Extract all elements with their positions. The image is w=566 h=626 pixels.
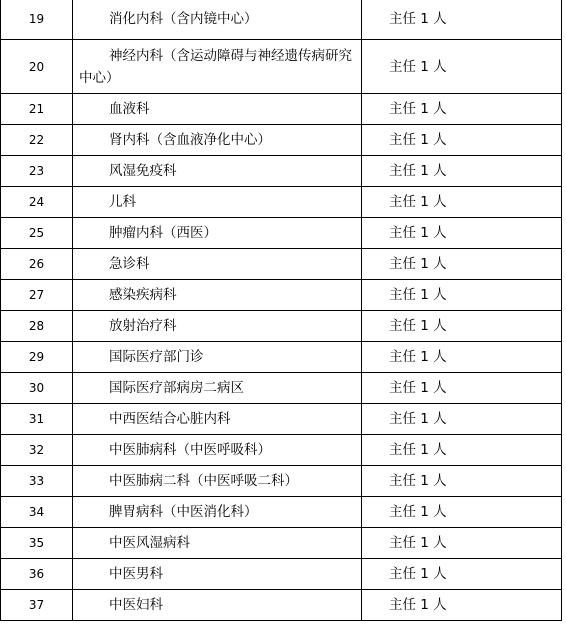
position-count: 主任 1 人 xyxy=(362,218,562,249)
department-name: 感染疾病科 xyxy=(73,280,362,311)
department-name: 风湿免疫科 xyxy=(73,156,362,187)
table-row xyxy=(1,559,562,590)
position-count: 主任 1 人 xyxy=(362,94,562,125)
position-count: 主任 1 人 xyxy=(362,342,562,373)
table-row xyxy=(1,40,562,94)
department-name: 中医肺病二科（中医呼吸二科） xyxy=(73,466,362,497)
department-name: 消化内科（含内镜中心） xyxy=(73,0,362,40)
row-number: 26 xyxy=(1,249,73,280)
position-count: 主任 1 人 xyxy=(362,466,562,497)
position-count: 主任 1 人 xyxy=(362,435,562,466)
table-row xyxy=(1,342,562,373)
table-row xyxy=(1,497,562,528)
department-name: 国际医疗部门诊 xyxy=(73,342,362,373)
table-row xyxy=(1,590,562,621)
department-name: 中医妇科 xyxy=(73,590,362,621)
position-count: 主任 1 人 xyxy=(362,156,562,187)
position-count: 主任 1 人 xyxy=(362,187,562,218)
table-row xyxy=(1,218,562,249)
row-number: 19 xyxy=(1,0,73,40)
position-count: 主任 1 人 xyxy=(362,373,562,404)
row-number: 20 xyxy=(1,40,73,94)
table-row xyxy=(1,373,562,404)
table-row xyxy=(1,466,562,497)
position-count: 主任 1 人 xyxy=(362,404,562,435)
row-number: 34 xyxy=(1,497,73,528)
position-count: 主任 1 人 xyxy=(362,0,562,40)
table-row xyxy=(1,0,562,40)
table-row xyxy=(1,249,562,280)
table-row xyxy=(1,280,562,311)
position-count: 主任 1 人 xyxy=(362,40,562,94)
table-row xyxy=(1,435,562,466)
position-count: 主任 1 人 xyxy=(362,249,562,280)
department-name: 脾胃病科（中医消化科） xyxy=(73,497,362,528)
department-name: 急诊科 xyxy=(73,249,362,280)
row-number: 28 xyxy=(1,311,73,342)
table-row xyxy=(1,94,562,125)
position-count: 主任 1 人 xyxy=(362,528,562,559)
position-count: 主任 1 人 xyxy=(362,311,562,342)
row-number: 33 xyxy=(1,466,73,497)
department-name: 儿科 xyxy=(73,187,362,218)
department-name: 中西医结合心脏内科 xyxy=(73,404,362,435)
row-number: 31 xyxy=(1,404,73,435)
department-name xyxy=(73,40,362,94)
row-number: 37 xyxy=(1,590,73,621)
row-number: 32 xyxy=(1,435,73,466)
row-number: 21 xyxy=(1,94,73,125)
table-row xyxy=(1,156,562,187)
row-number: 27 xyxy=(1,280,73,311)
department-name: 放射治疗科 xyxy=(73,311,362,342)
department-name: 血液科 xyxy=(73,94,362,125)
row-number: 36 xyxy=(1,559,73,590)
table-row xyxy=(1,528,562,559)
department-name: 中医风湿病科 xyxy=(73,528,362,559)
department-name-text: 神经内科（含运动障碍与神经遗传病研究中心） xyxy=(79,47,352,86)
row-number: 25 xyxy=(1,218,73,249)
position-count: 主任 1 人 xyxy=(362,497,562,528)
row-number: 35 xyxy=(1,528,73,559)
department-name: 肿瘤内科（西医） xyxy=(73,218,362,249)
position-count: 主任 1 人 xyxy=(362,280,562,311)
department-name: 中医男科 xyxy=(73,559,362,590)
row-number: 22 xyxy=(1,125,73,156)
row-number: 23 xyxy=(1,156,73,187)
table-row xyxy=(1,311,562,342)
row-number: 30 xyxy=(1,373,73,404)
table-row xyxy=(1,404,562,435)
position-count: 主任 1 人 xyxy=(362,590,562,621)
department-name: 肾内科（含血液净化中心） xyxy=(73,125,362,156)
table-row xyxy=(1,187,562,218)
row-number: 29 xyxy=(1,342,73,373)
row-number: 24 xyxy=(1,187,73,218)
table-row xyxy=(1,125,562,156)
department-name: 中医肺病科（中医呼吸科） xyxy=(73,435,362,466)
position-count: 主任 1 人 xyxy=(362,559,562,590)
position-count: 主任 1 人 xyxy=(362,125,562,156)
department-name: 国际医疗部病房二病区 xyxy=(73,373,362,404)
